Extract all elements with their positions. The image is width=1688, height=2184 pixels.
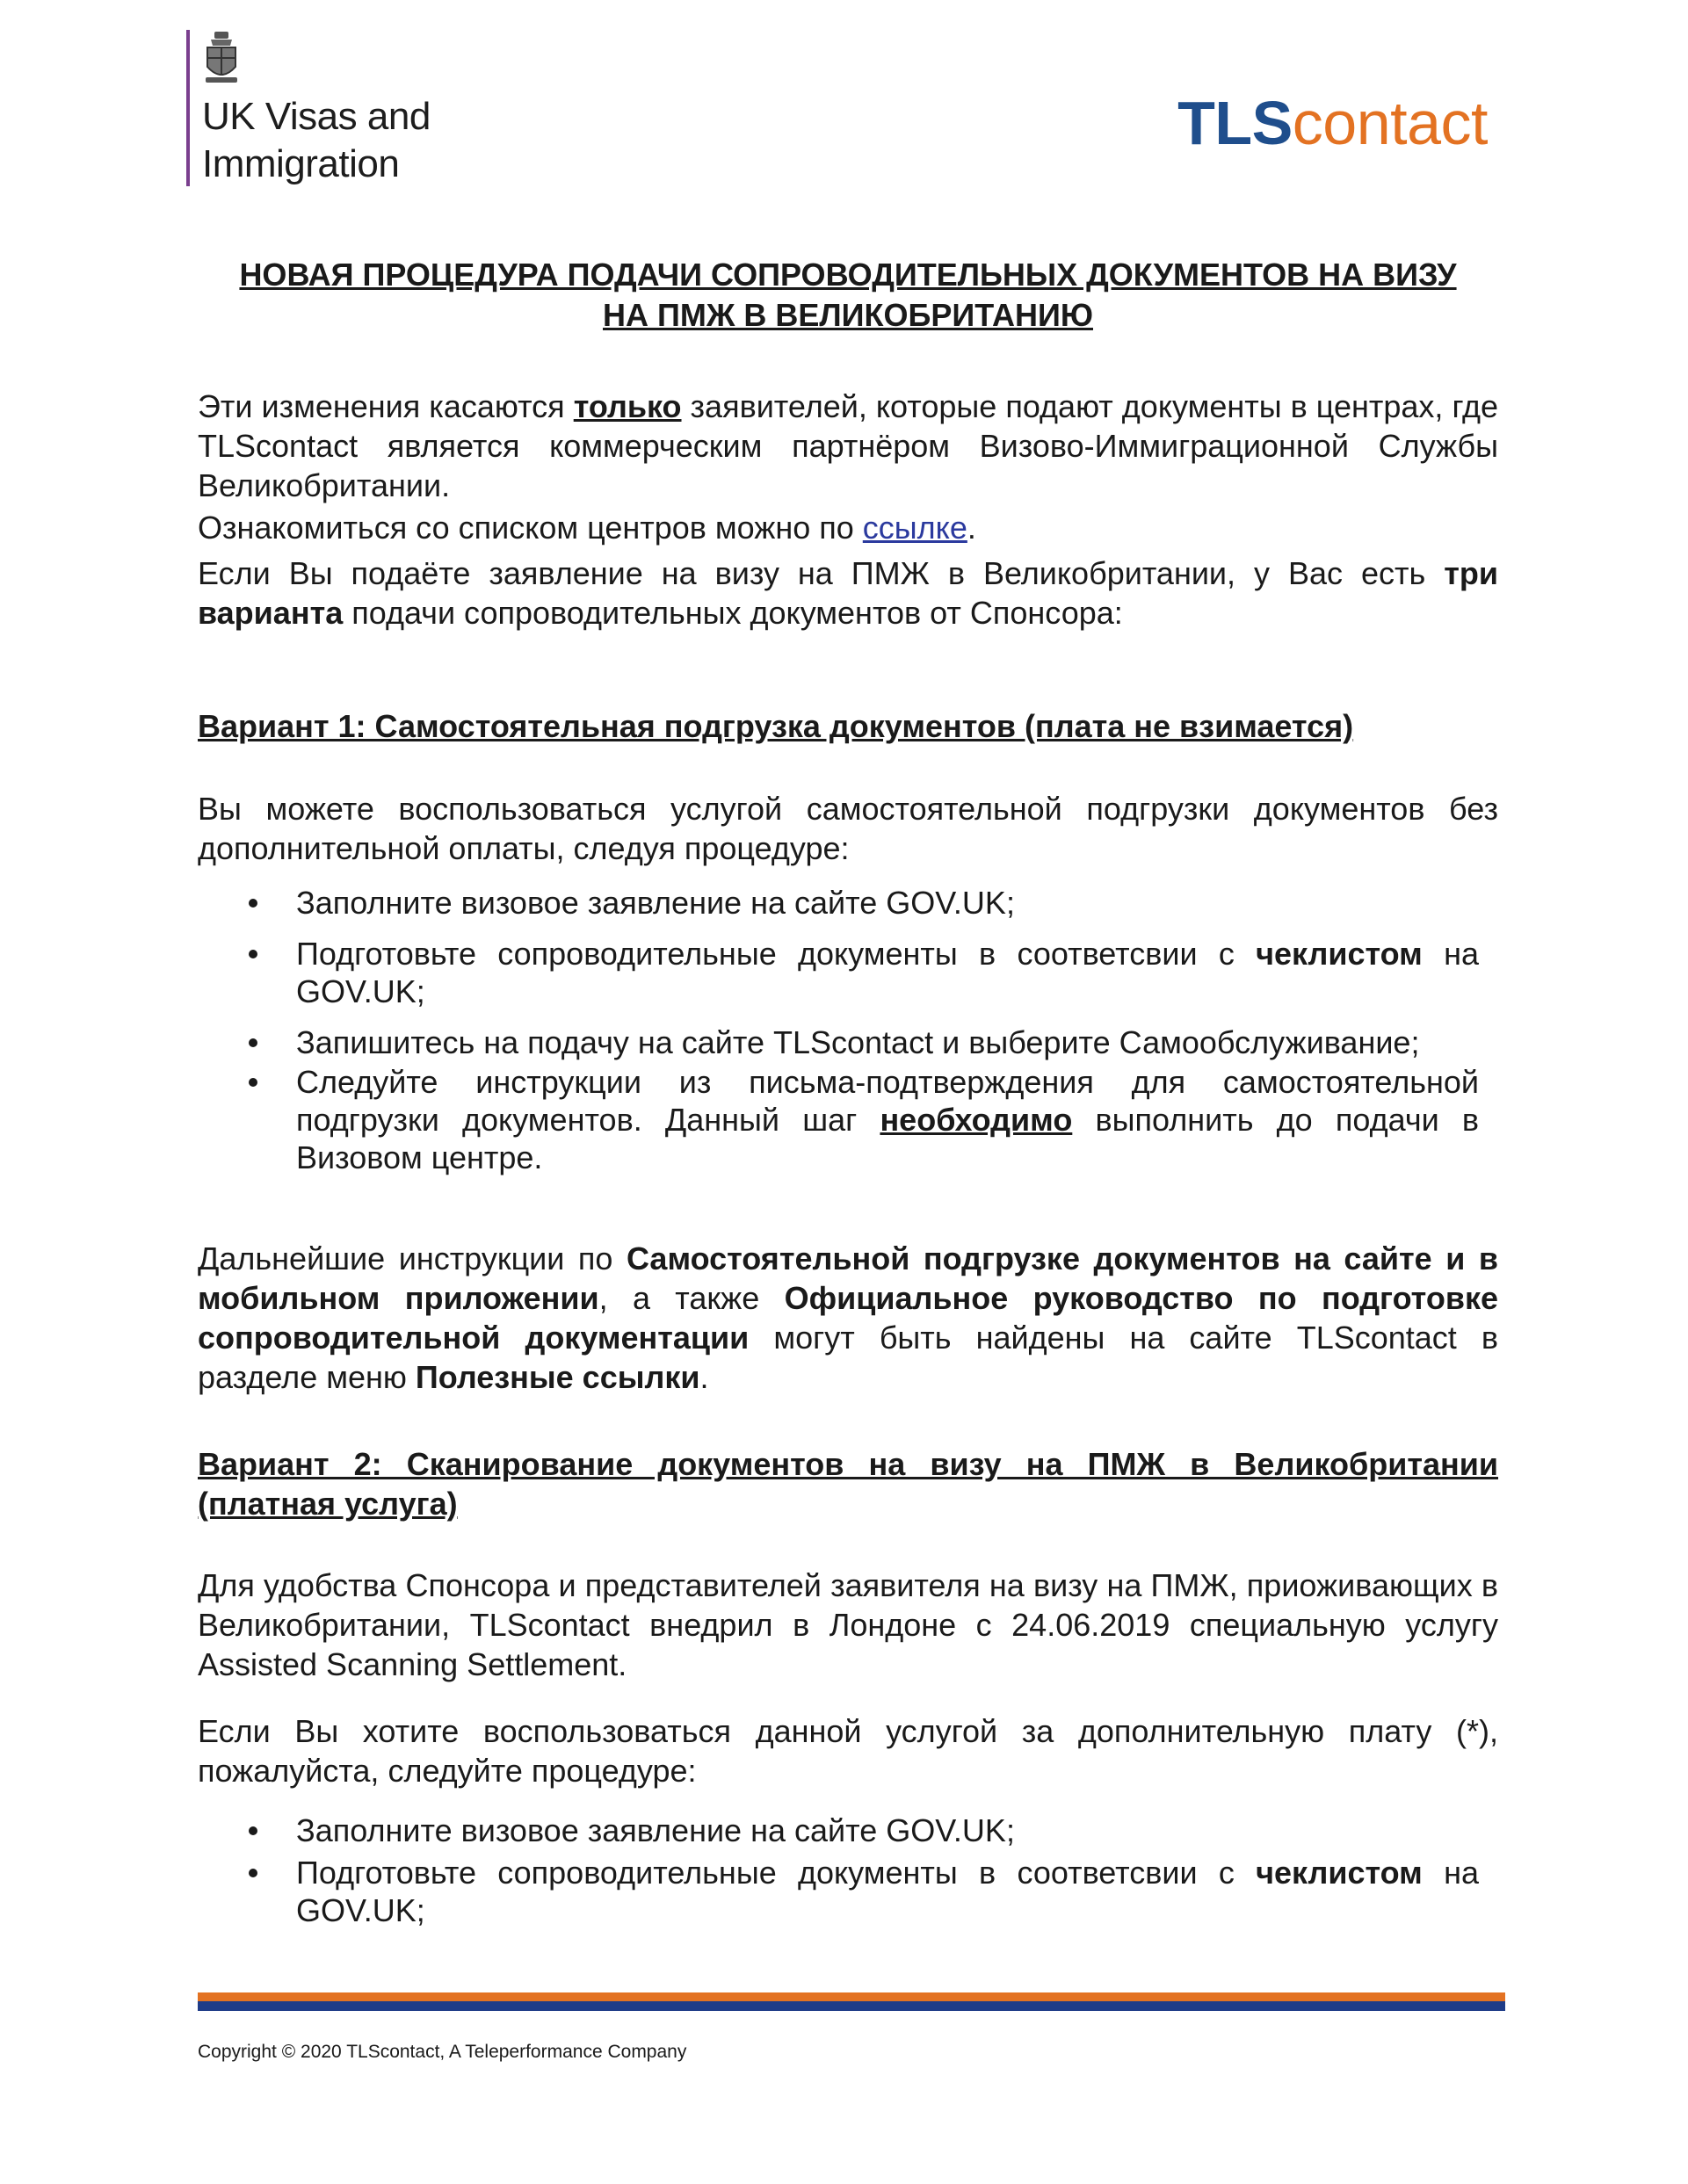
more-info-text: Дальнейшие инструкции по [198,1240,627,1276]
list-item [198,1854,1479,1929]
list-item-emphasis: чеклистом [1256,1855,1423,1891]
footer-stripe-blue [198,2001,1505,2011]
option1-steps [198,884,1479,1176]
list-item [198,1023,1479,1061]
intro-p3-emphasis: три варианта [198,555,1498,631]
more-info-text-3: могут быть найдены на сайте TLScontact в разделе меню [198,1320,1498,1395]
list-item-text: Подготовьте сопроводительные документы в соответсвии с [296,936,1257,972]
list-item-emphasis: чеклистом [1256,936,1423,972]
bullet-icon [249,950,257,958]
list-item-text: Заполните визовое заявление на сайте GOV.UK; [296,885,1015,921]
list-item-text: Заполните визовое заявление на сайте GOV.UK; [296,1812,1015,1848]
footer-stripe-orange [198,1992,1505,2001]
list-item [198,884,1479,922]
bullet-icon [249,1038,257,1047]
more-info-emphasis-2: Официальное руководство по подготовке сопроводительной документации [198,1280,1498,1356]
bullet-icon [249,1078,257,1087]
intro-p2-text: Ознакомиться со списком центров можно по [198,510,863,546]
intro-p3-text-rest: подачи сопроводительных документов от Спонсора: [343,595,1123,631]
ukvi-logo-bar [186,30,190,186]
bullet-icon [249,1869,257,1877]
ukvi-logo-line2: Immigration [202,142,400,185]
list-item-text: Запишитесь на подачу на сайте TLScontact и выберите Самообслуживание; [296,1024,1420,1060]
option1-more-info [198,1239,1498,1397]
more-info-text-2: , а также [598,1280,785,1316]
royal-crest-icon [202,32,241,86]
useful-links-label: Полезные ссылки [415,1359,700,1395]
bullet-icon [249,1826,257,1835]
centers-list-link[interactable]: ссылке [862,510,967,546]
list-item [198,935,1479,1010]
intro-p2-period: . [967,510,976,546]
list-item-text-rest: на GOV.UK; [296,936,1479,1009]
option1-heading: Вариант 1: Самостоятельная подгрузка документов (плата не взимается) [198,708,1354,744]
list-item-text: Следуйте инструкции из письма-подтверждения для самостоятельной подгрузки документов. Данный шаг [296,1064,1479,1138]
list-item-text: Подготовьте сопроводительные документы в соответсвии с [296,1855,1257,1891]
intro-p1-emphasis: только [573,388,682,424]
page-title-line2: НА ПМЖ В ВЕЛИКОБРИТАНИЮ [603,297,1093,333]
intro-paragraph-2 [198,508,1498,547]
tls-logo-contact: contact [1292,89,1488,157]
tls-logo-bold: TLS [1177,89,1293,157]
option2-paragraph-1: Для удобства Спонсора и представителей заявителя на визу на ПМЖ, приоживающих в Великобритании, TLScontact внедрил в Лондоне с 24.06.2019 специальную услугу Assisted Scanning Settlement. [198,1567,1498,1682]
list-item [198,1812,1479,1849]
option1-lead: Вы можете воспользоваться услугой самостоятельной подгрузки документов без дополнительной оплаты, следуя процедуре: [198,791,1498,866]
list-item [198,1063,1479,1176]
bullet-icon [249,899,257,908]
ukvi-logo-text [202,93,431,188]
page-title [198,255,1498,336]
option2-heading: Вариант 2: Сканирование документов на визу на ПМЖ в Великобритании (платная услуга) [198,1446,1498,1522]
more-info-emphasis-1: Самостоятельной подгрузке документов на сайте и в мобильном приложении [198,1240,1498,1316]
list-item-text-rest: на GOV.UK; [296,1855,1479,1928]
intro-p1-text: Эти изменения касаются [198,388,574,424]
copyright-notice: Copyright © 2020 TLScontact, A Teleperformance Company [198,2042,687,2062]
option2-paragraph-2: Если Вы хотите воспользоваться данной услугой за дополнительную плату (*), пожалуйста, следуйте процедуре: [198,1713,1498,1789]
intro-paragraph-3 [198,553,1498,633]
intro-paragraph-1 [198,387,1498,505]
intro-p3-text: Если Вы подаёте заявление на визу на ПМЖ в Великобритании, у Вас есть [198,555,1445,591]
list-item-emphasis: необходимо [880,1102,1073,1138]
intro-p1-text-rest: заявителей, которые подают документы в центрах, где TLScontact является коммерческим партнёром Визово-Иммиграционной Службы Великобритании. [198,388,1498,503]
more-info-period: . [699,1359,709,1395]
tlscontact-logo [1177,88,1488,158]
page-title-line1: НОВАЯ ПРОЦЕДУРА ПОДАЧИ СОПРОВОДИТЕЛЬНЫХ ДОКУМЕНТОВ НА ВИЗУ [239,257,1457,293]
list-item-text-rest: выполнить до подачи в Визовом центре. [296,1102,1479,1175]
ukvi-logo-line1: UK Visas and [202,95,431,138]
option2-steps [198,1812,1479,1929]
